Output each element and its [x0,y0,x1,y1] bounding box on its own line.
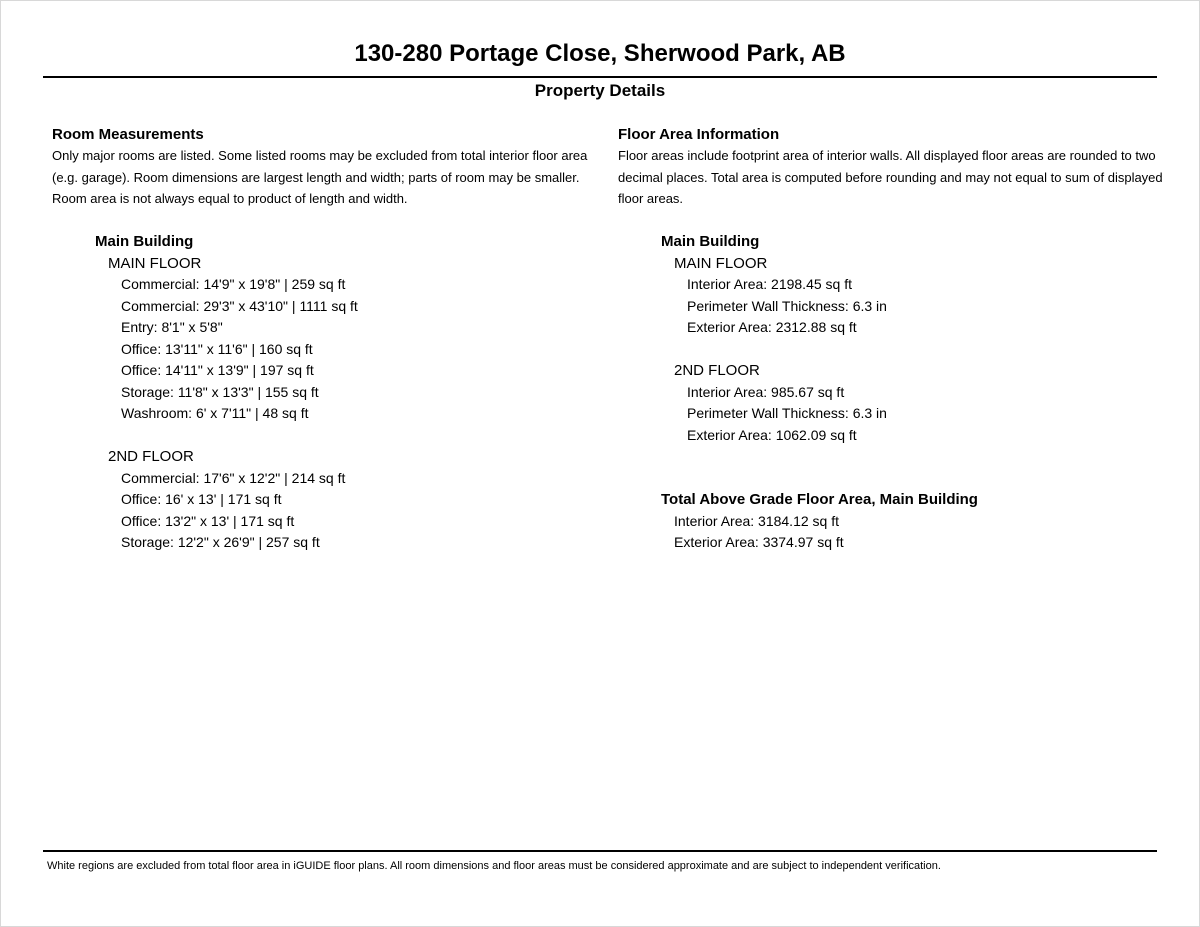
room-item: Office: 13'2" x 13' | 171 sq ft [121,512,295,529]
floor-area-heading: Floor Area Information [618,126,780,143]
total-heading: Total Above Grade Floor Area, Main Building [661,491,978,508]
total-floor-area [661,489,978,554]
area-item: Perimeter Wall Thickness: 6.3 in [687,405,887,421]
floor-label-main: MAIN FLOOR [108,254,202,272]
total-item: Exterior Area: 3374.97 sq ft [674,534,844,550]
footer-divider [43,850,1157,852]
building-heading: Main Building [661,233,760,250]
area-item: Interior Area: 2198.45 sq ft [687,276,852,292]
area-item: Exterior Area: 1062.09 sq ft [687,426,857,443]
page-subtitle: Property Details [534,81,666,100]
room-item: Commercial: 29'3" x 43'10" | 1111 sq ft [121,297,358,314]
area-item: Interior Area: 985.67 sq ft [687,383,845,400]
area-item: Exterior Area: 2312.88 sq ft [687,319,857,335]
room-item: Commercial: 14'9" x 19'8" | 259 sq ft [121,276,346,292]
room-measurements-section [52,124,597,210]
room-measurements-description: Only major rooms are listed. Some listed rooms may be excluded from total interior floor area (e.g. garage). Room dimensions are largest length and width; parts of room may be smaller. Room area is not always equal to product of length and width. [52,148,588,206]
room-measurements-heading: Room Measurements [52,126,204,143]
footer-note: White regions are excluded from total floor area in iGUIDE floor plans. All room dimensions and floor areas must be considered approximate and are subject to independent verification. [47,860,941,872]
floor-label-2nd: 2ND FLOOR [108,448,194,465]
room-measurements-building [95,231,358,554]
floor-area-section [618,124,1163,210]
building-heading: Main Building [95,233,194,250]
room-item: Commercial: 17'6" x 12'2" | 214 sq ft [121,469,346,486]
room-item: Entry: 8'1" x 5'8" [121,319,223,335]
room-item: Office: 13'11" x 11'6" | 160 sq ft [121,340,313,357]
room-item: Storage: 12'2" x 26'9" | 257 sq ft [121,534,320,550]
room-item: Storage: 11'8" x 13'3" | 155 sq ft [121,383,319,400]
room-item: Office: 14'11" x 13'9" | 197 sq ft [121,362,314,378]
room-item: Office: 16' x 13' | 171 sq ft [121,491,282,507]
area-item: Perimeter Wall Thickness: 6.3 in [687,297,887,314]
floor-label-main: MAIN FLOOR [674,254,768,272]
title-divider [43,76,1157,78]
floor-area-building [661,231,887,446]
floor-label-2nd: 2ND FLOOR [674,362,760,379]
total-item: Interior Area: 3184.12 sq ft [674,512,839,529]
floor-area-description: Floor areas include footprint area of interior walls. All displayed floor areas are rounded to two decimal places. Total area is computed before rounding and may not equal to sum of displayed floor areas. [618,148,1163,206]
room-item: Washroom: 6' x 7'11" | 48 sq ft [121,405,309,421]
page-title: 130-280 Portage Close, Sherwood Park, AB [354,40,846,67]
